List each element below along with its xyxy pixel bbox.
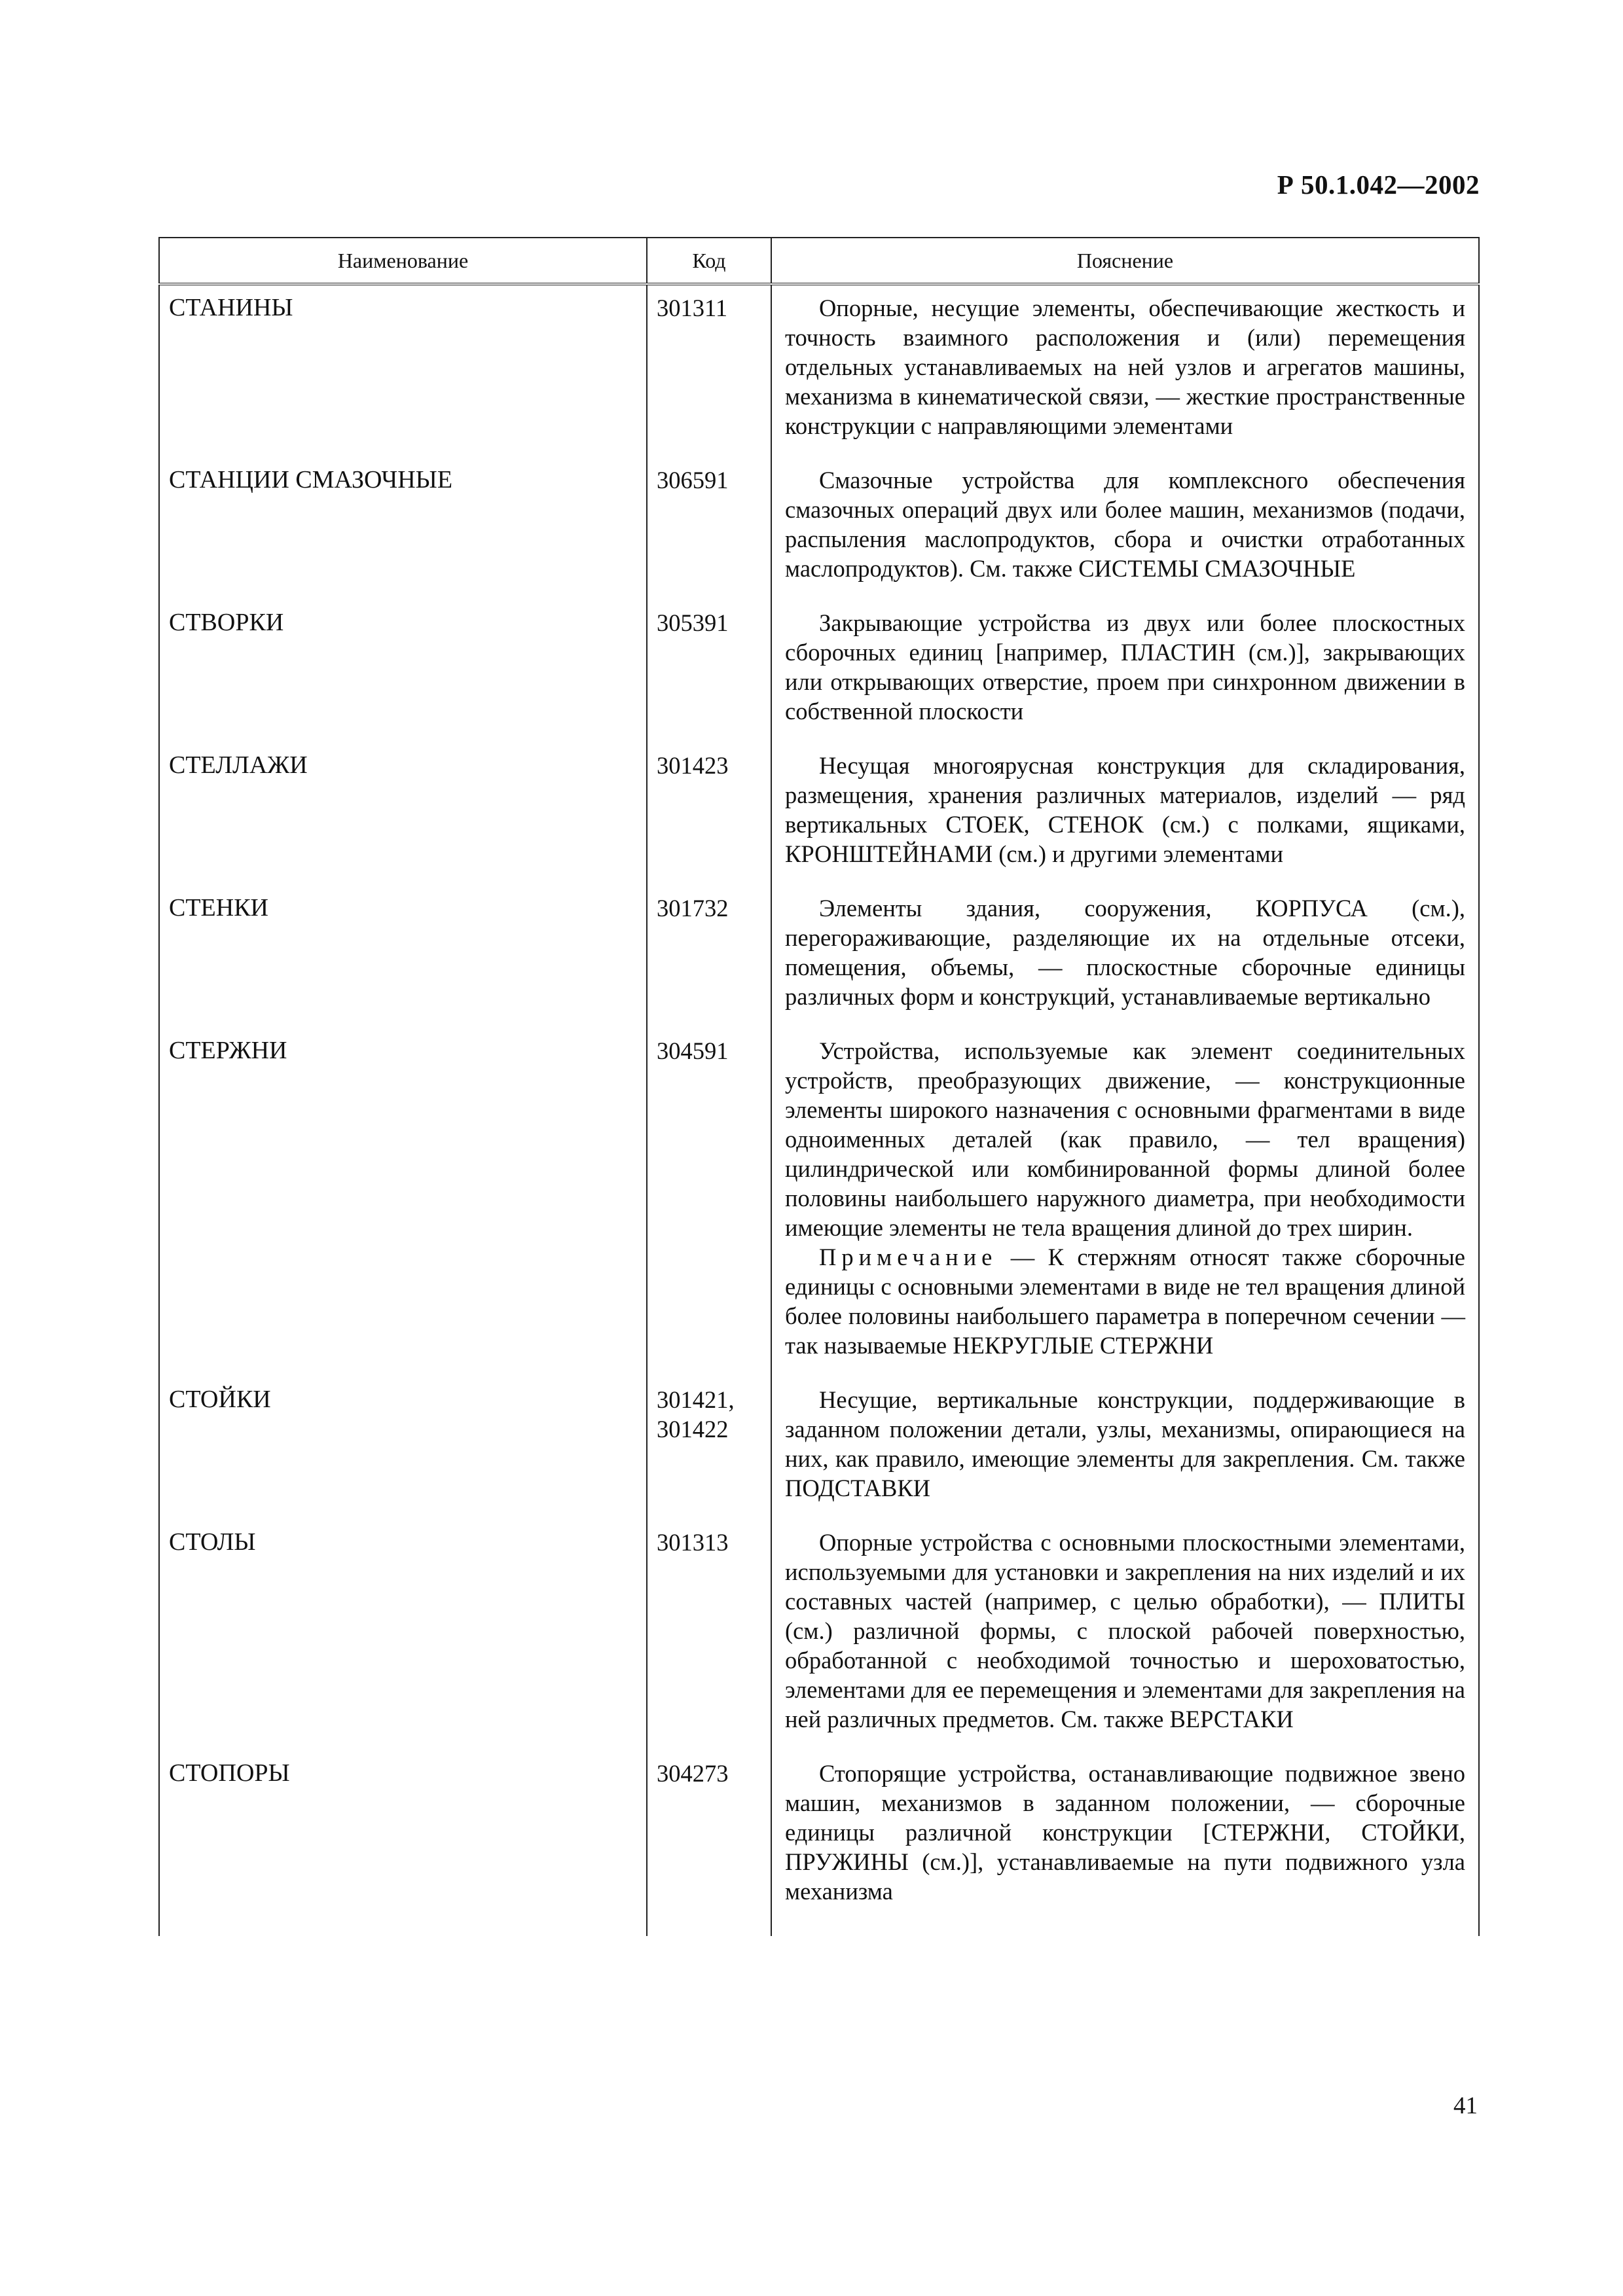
- code-value: 304273: [657, 1760, 729, 1787]
- explanation-text: Устройства, используемые как элемент соединительных устройств, преобразующих движение, — конструкционные элементы широкого назначения с основными фрагментами в виде одноименных деталей (как правило, — тел вращения) цилиндрической или комбинированной формы длиной более половины наибольшего наружного диаметра, при необходимости имеющие элементы не тела вращения длиной до трех ширин.: [785, 1037, 1465, 1241]
- code-value: 306591: [657, 467, 729, 493]
- explanation-text: Закрывающие устройства из двух или более плоскостных сборочных единиц [например, ПЛАСТИН (см.)], закрывающих или открывающих отверстие, проем при синхронном движении в собственной плоскости: [785, 609, 1465, 725]
- term-explanation: [771, 1028, 1479, 1377]
- header-code: Код: [647, 238, 771, 284]
- table-row: [159, 1377, 1479, 1520]
- term-explanation: [771, 284, 1479, 457]
- term-explanation: [771, 1520, 1479, 1751]
- code-value: 301313: [657, 1529, 729, 1556]
- code-value: 301423: [657, 752, 729, 779]
- table-header-row: [159, 238, 1479, 284]
- term-name: СТОПОРЫ: [159, 1751, 647, 1936]
- term-name: СТВОРКИ: [159, 600, 647, 743]
- term-name: СТЕЛЛАЖИ: [159, 743, 647, 886]
- table-row: [159, 743, 1479, 886]
- table-row: [159, 600, 1479, 743]
- table-row: [159, 457, 1479, 600]
- term-code: [647, 457, 771, 600]
- term-code: [647, 886, 771, 1028]
- term-explanation: [771, 886, 1479, 1028]
- term-explanation: [771, 1377, 1479, 1520]
- code-value: 301422: [657, 1416, 729, 1443]
- term-name: СТЕНКИ: [159, 886, 647, 1028]
- table-row: [159, 1028, 1479, 1377]
- term-code: [647, 1377, 771, 1520]
- term-name: СТОЛЫ: [159, 1520, 647, 1751]
- table-row: [159, 886, 1479, 1028]
- explanation-text: Несущая многоярусная конструкция для складирования, размещения, хранения различных материалов, изделий — ряд вертикальных СТОЕК, СТЕНОК (см.) с полками, ящиками, КРОНШТЕЙНАМИ (см.) и другими элементами: [785, 752, 1465, 867]
- document-code: Р 50.1.042—2002: [1277, 170, 1480, 200]
- term-code: [647, 600, 771, 743]
- term-code: [647, 1520, 771, 1751]
- header-explanation: Пояснение: [771, 238, 1479, 284]
- term-code: [647, 284, 771, 457]
- explanation-text: Смазочные устройства для комплексного обеспечения смазочных операций двух или более машин, механизмов (подачи, распыления маслопродуктов, сбора и очистки отработанных маслопродуктов). См. также СИСТЕМЫ СМАЗОЧНЫЕ: [785, 467, 1465, 582]
- code-value: 301732: [657, 895, 729, 922]
- term-name: СТАНЦИИ СМАЗОЧНЫЕ: [159, 457, 647, 600]
- explanation-text: Опорные, несущие элементы, обеспечивающие жесткость и точность взаимного расположения и (или) перемещения отдельных устанавливаемых на ней узлов и агрегатов машины, механизма в кинематической связи, — жесткие пространственные конструкции с направляющими элементами: [785, 295, 1465, 439]
- code-value: 304591: [657, 1037, 729, 1064]
- code-value: 301421,: [657, 1386, 735, 1413]
- term-explanation: [771, 600, 1479, 743]
- term-explanation: [771, 457, 1479, 600]
- code-value: 305391: [657, 609, 729, 636]
- explanation-text: Стопорящие устройства, останавливающие подвижное звено машин, механизмов в заданном положении, — сборочные единицы различной конструкции [СТЕРЖНИ, СТОЙКИ, ПРУЖИНЫ (см.)], устанавливаемые на пути подвижного узла механизма: [785, 1760, 1465, 1905]
- term-explanation: [771, 1751, 1479, 1936]
- table-row: [159, 1520, 1479, 1751]
- note-text: — К стержням относят также сборочные единицы с основными элементами в виде не тел вращения длиной более половины наибольшего параметра в поперечном сечении — так называемые НЕКРУГЛЫЕ СТЕРЖНИ: [785, 1244, 1465, 1359]
- term-name: СТАНИНЫ: [159, 284, 647, 457]
- explanation-text: Опорные устройства с основными плоскостными элементами, используемыми для установки и закрепления на них изделий и их составных частей (например, с целью обработки), — ПЛИТЫ (см.) различной формы, с плоской рабочей поверхностью, обработанной с необходимой точностью и шероховатостью, элементами для ее перемещения и элементами для закрепления на ней различных предметов. См. также ВЕРСТАКИ: [785, 1529, 1465, 1732]
- note-paragraph: [785, 1242, 1465, 1360]
- header-name: Наименование: [159, 238, 647, 284]
- explanation-text: Несущие, вертикальные конструкции, поддерживающие в заданном положении детали, узлы, механизмы, опирающиеся на них, как правило, имеющие элементы для закрепления. См. также ПОДСТАВКИ: [785, 1386, 1465, 1501]
- explanation-text: Элементы здания, сооружения, КОРПУСА (см.), перегораживающие, разделяющие их на отдельные отсеки, помещения, объемы, — плоскостные сборочные единицы различных форм и конструкций, устанавливаемые вертикально: [785, 895, 1465, 1010]
- term-code: [647, 1028, 771, 1377]
- code-value: 301311: [657, 295, 728, 321]
- term-code: [647, 1751, 771, 1936]
- table-row: [159, 1751, 1479, 1936]
- term-name: СТОЙКИ: [159, 1377, 647, 1520]
- term-explanation: [771, 743, 1479, 886]
- term-name: СТЕРЖНИ: [159, 1028, 647, 1377]
- page-number: 41: [1453, 2092, 1478, 2119]
- table-row: [159, 284, 1479, 457]
- terms-table: [158, 237, 1480, 1936]
- term-code: [647, 743, 771, 886]
- note-label: Примечание: [819, 1244, 998, 1270]
